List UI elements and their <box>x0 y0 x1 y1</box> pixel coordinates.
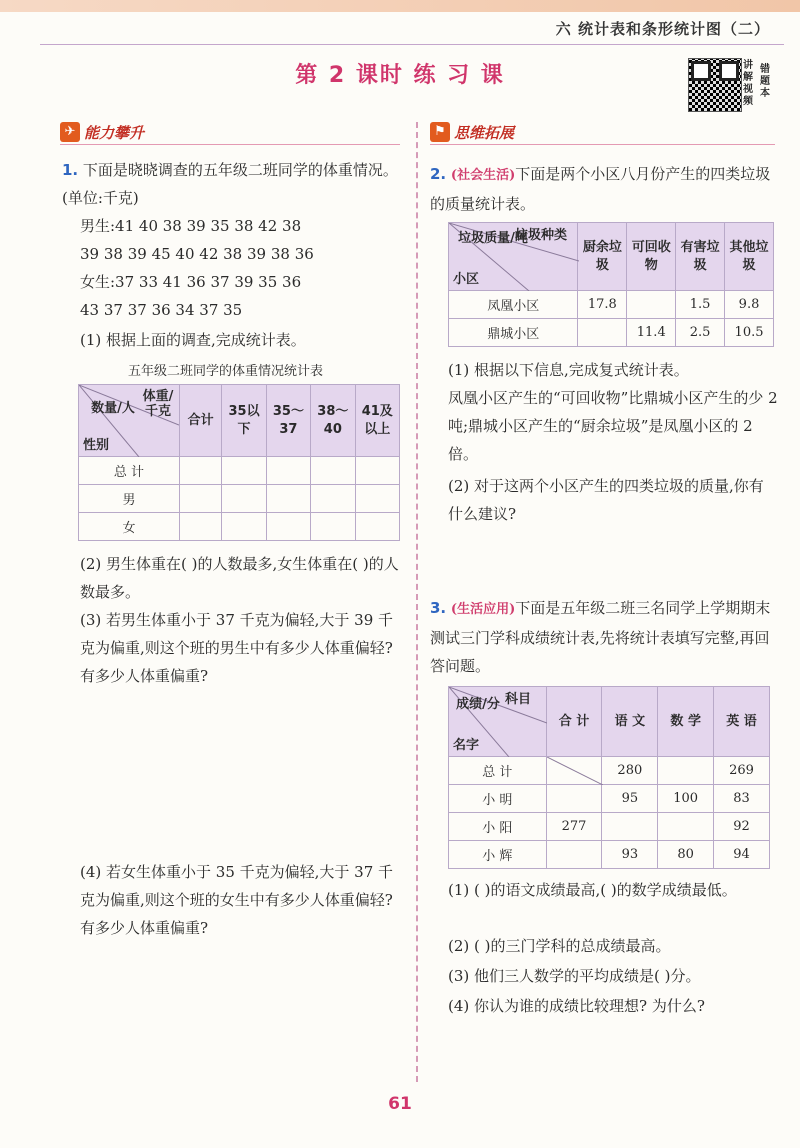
table-cell[interactable] <box>179 457 221 485</box>
question-number: 2. <box>430 165 447 183</box>
table-row <box>449 757 770 785</box>
q3-sub2: (2) ( )的三门学科的总成绩最高。 <box>448 937 671 955</box>
q1-sub1: (1) 根据上面的调查,完成统计表。 <box>80 331 306 349</box>
header-rule <box>40 44 784 45</box>
table-corner-header <box>449 687 547 757</box>
q1-sub2: (2) 男生体重在( )的人数最多,女生体重在( )的人数最多。 <box>80 555 399 601</box>
table-corner-header <box>79 385 180 457</box>
q3-sub3: (3) 他们三人数学的平均成绩是( )分。 <box>448 967 701 985</box>
table-cell[interactable] <box>266 513 310 541</box>
table-cell[interactable]: 280 <box>602 757 658 785</box>
table-cell[interactable]: 80 <box>658 841 714 869</box>
table-cell[interactable]: 10.5 <box>725 319 774 347</box>
table-cell[interactable] <box>222 513 266 541</box>
table-cell[interactable]: 92 <box>714 813 770 841</box>
qr-code[interactable] <box>688 58 742 112</box>
table-row <box>79 457 400 485</box>
q1-boys-line2: 39 38 39 45 40 42 38 39 38 36 <box>80 245 314 263</box>
col-header-math: 数 学 <box>658 687 714 757</box>
question-number: 3. <box>430 599 447 617</box>
q2-info: 凤凰小区产生的“可回收物”比鼎城小区产生的少 2 吨;鼎城小区产生的“厨余垃圾”是凤凰小区的 2 倍。 <box>448 389 778 463</box>
col-header-total: 合 计 <box>546 687 602 757</box>
table-cell[interactable] <box>355 457 399 485</box>
table-cell[interactable] <box>179 485 221 513</box>
table-cell[interactable]: 100 <box>658 785 714 813</box>
row-label: 小 辉 <box>449 841 547 869</box>
row-label: 凤凰小区 <box>449 291 578 319</box>
table-cell[interactable] <box>546 785 602 813</box>
table-row <box>449 319 774 347</box>
q1-intro <box>62 156 402 212</box>
table-cell[interactable]: 94 <box>714 841 770 869</box>
table-cell[interactable] <box>355 485 399 513</box>
table-cell[interactable]: 83 <box>714 785 770 813</box>
table-row <box>79 513 400 541</box>
table-cell[interactable]: 269 <box>714 757 770 785</box>
q1-intro-text: 下面是晓晓调查的五年级二班同学的体重情况。(单位:千克) <box>62 161 398 207</box>
col-header-chinese: 语 文 <box>602 687 658 757</box>
section-underline <box>60 144 400 145</box>
table-cell[interactable] <box>311 513 355 541</box>
col-header-other: 其他垃圾 <box>725 223 774 291</box>
table-cell[interactable] <box>222 457 266 485</box>
page-number: 61 <box>388 1094 412 1114</box>
corner-label-type: 垃圾种类 <box>515 228 568 243</box>
table-cell[interactable]: 2.5 <box>676 319 725 347</box>
table-cell[interactable]: 277 <box>546 813 602 841</box>
q3-sub1: (1) ( )的语文成绩最高,( )的数学成绩最低。 <box>448 881 737 899</box>
col-header-recyclable: 可回收物 <box>627 223 676 291</box>
table-cell[interactable] <box>266 485 310 513</box>
table-cell[interactable]: 95 <box>602 785 658 813</box>
section-header-ability <box>60 120 144 144</box>
q1-table-title: 五年级二班同学的体重情况统计表 <box>128 364 324 379</box>
q2-garbage-table <box>448 222 774 347</box>
row-label: 总 计 <box>79 457 180 485</box>
table-row <box>449 785 770 813</box>
col-header-hazardous: 有害垃圾 <box>676 223 725 291</box>
q3-intro-text: 下面是五年级二班三名同学上学期期末测试三门学科成绩统计表,先将统计表填写完整,再回答问题。 <box>430 599 771 675</box>
table-cell[interactable] <box>311 457 355 485</box>
row-label: 小 阳 <box>449 813 547 841</box>
col-header-english: 英 语 <box>714 687 770 757</box>
corner-label-score: 成绩/分 <box>456 697 500 712</box>
corner-label-subject: 科目 <box>505 692 532 707</box>
section-title: 思维拓展 <box>454 123 515 142</box>
q3-sub4: (4) 你认为谁的成绩比较理想? 为什么? <box>448 997 705 1015</box>
table-cell[interactable] <box>266 457 310 485</box>
table-cell[interactable]: 1.5 <box>676 291 725 319</box>
table-cell[interactable] <box>578 319 627 347</box>
table-cell[interactable] <box>658 813 714 841</box>
row-label: 总 计 <box>449 757 547 785</box>
q2-sub1: (1) 根据以下信息,完成复式统计表。 <box>448 361 689 379</box>
qr-label-mistakes: 错题本 <box>760 64 770 99</box>
table-corner-header <box>449 223 578 291</box>
q1-sub3: (3) 若男生体重小于 37 千克为偏轻,大于 39 千克为偏重,则这个班的男生中有多少人体重偏轻? 有多少人体重偏重? <box>80 611 394 685</box>
col-header-38-40: 38～40 <box>311 385 355 457</box>
table-row <box>449 813 770 841</box>
corner-label-gender: 性别 <box>83 438 110 453</box>
qr-label-video: 讲解视频 <box>743 60 753 107</box>
running-icon: ✈ <box>60 122 80 142</box>
q3-score-table <box>448 686 770 869</box>
col-header-total: 合计 <box>179 385 221 457</box>
table-cell[interactable] <box>658 757 714 785</box>
section-header-thinking <box>430 120 514 144</box>
table-cell[interactable] <box>355 513 399 541</box>
section-underline <box>430 144 775 145</box>
flag-icon: ⚑ <box>430 122 450 142</box>
q3-intro <box>430 594 778 680</box>
col-header-35-37: 35～37 <box>266 385 310 457</box>
table-cell[interactable]: 9.8 <box>725 291 774 319</box>
column-divider <box>416 122 418 1082</box>
q3-tag: (生活应用) <box>450 602 516 617</box>
table-row <box>449 841 770 869</box>
q2-sub2: (2) 对于这两个小区产生的四类垃圾的质量,你有什么建议? <box>448 477 764 523</box>
q2-intro <box>430 160 778 218</box>
col-header-under35: 35以下 <box>222 385 266 457</box>
top-color-band <box>0 0 800 12</box>
row-label: 男 <box>79 485 180 513</box>
q1-boys-line1: 男生:41 40 38 39 35 38 42 38 <box>80 217 302 235</box>
row-label: 鼎城小区 <box>449 319 578 347</box>
q1-sub4: (4) 若女生体重小于 35 千克为偏轻,大于 37 千克为偏重,则这个班的女生中有多少人体重偏轻? 有多少人体重偏重? <box>80 863 394 937</box>
corner-label-count: 数量/人 <box>91 401 135 416</box>
table-cell[interactable]: 93 <box>602 841 658 869</box>
table-cell[interactable]: 11.4 <box>627 319 676 347</box>
q1-girls-line2: 43 37 37 36 34 37 35 <box>80 301 243 319</box>
corner-label-mass: 垃圾质量/吨 <box>458 231 528 246</box>
col-header-41up: 41及以上 <box>355 385 399 457</box>
cell-diagonal <box>547 757 603 785</box>
section-title: 能力攀升 <box>84 123 145 142</box>
row-label: 小 明 <box>449 785 547 813</box>
table-cell[interactable] <box>311 485 355 513</box>
table-cell[interactable] <box>546 841 602 869</box>
corner-label-weight: 体重/千克 <box>142 389 174 419</box>
q2-tag: (社会生活) <box>450 168 516 183</box>
col-header-kitchen: 厨余垃圾 <box>578 223 627 291</box>
corner-label-name: 名字 <box>453 738 480 753</box>
table-cell[interactable] <box>602 813 658 841</box>
chapter-title: 六 统计表和条形统计图（二） <box>555 20 770 38</box>
table-cell[interactable] <box>222 485 266 513</box>
table-cell-crossed <box>546 757 602 785</box>
table-row <box>79 485 400 513</box>
corner-label-community: 小区 <box>453 272 480 287</box>
table-cell[interactable] <box>627 291 676 319</box>
table-cell[interactable] <box>179 513 221 541</box>
q2-intro-text: 下面是两个小区八月份产生的四类垃圾的质量统计表。 <box>430 165 771 213</box>
row-label: 女 <box>79 513 180 541</box>
table-cell[interactable]: 17.8 <box>578 291 627 319</box>
lesson-title: 第 2 课时 练 习 课 <box>295 63 505 88</box>
q1-girls-line1: 女生:37 33 41 36 37 39 35 36 <box>80 273 302 291</box>
table-row <box>449 291 774 319</box>
q1-weight-table <box>78 384 400 541</box>
question-number: 1. <box>62 161 79 179</box>
